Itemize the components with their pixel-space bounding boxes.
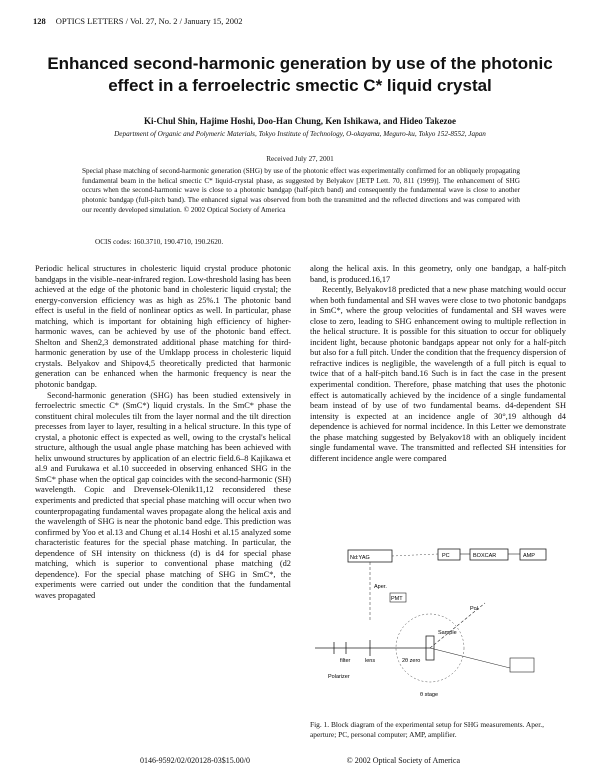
transmitted-beam — [430, 648, 510, 668]
stage-label: θ stage — [420, 692, 439, 698]
figure-1 — [310, 538, 566, 778]
running-header — [33, 16, 567, 26]
filter-label: filter — [340, 658, 351, 664]
polarizer-label: Polarizer — [328, 674, 350, 680]
paragraph: Recently, Belyakov18 predicted that a new phase matching would occur when both fundamental and SH waves were close to two photonic bandgaps in SmC*, where the group velocities of fundamental and SH waves were close to zero, leading to SHG enhancement owing to multiple reflection in the helical structure. It is possible for this situation to occur for obliquely incident light, because photonic bandgaps appear not only for a half-pitch but also for a full pitch. Under the condition that the frequency dispersion of refractive indices is negligible, the wavelength of a full pitch is equal to twice that of a half-pitch band.16 Such is in fact the case in the present experimental condition. Therefore, phase matching that uses the photonic effect is automatically achieved by the incidence of a single fundamental beam instead of by use of two fundamental beams. d4-dependent SH intensity is expected at an incidence angle of 30°,19 although d4 dependence is achieved for normal incidence. In this Letter we demonstrate the phase matching suggested by Belyakov18 with an obliquely incident single fundamental wave. The transmitted and reflected SH intensities for different incidence angle were compared — [310, 285, 566, 463]
paragraph: along the helical axis. In this geometry, only one bandgap, a half-pitch band, is produced.16,17 — [310, 264, 566, 284]
amp-label: AMP — [523, 553, 535, 559]
footer — [140, 756, 460, 765]
left-column — [35, 264, 291, 602]
detector-box — [510, 658, 534, 672]
copyright: © 2002 Optical Society of America — [346, 756, 460, 765]
link-line — [392, 554, 438, 556]
lens-label: lens — [365, 658, 376, 664]
pc-label: PC — [442, 553, 450, 559]
pmt-label: PMT — [391, 596, 403, 602]
paragraph: Periodic helical structures in cholesteric liquid crystal produce photonic bandgaps in the visible–near-infrared region. Low-threshold lasing has been achieved at the edge of the photonic band in cholesteric liquid crystal; the energy-conversion efficiency was as high as 25%.1 The photonic band effect is useful in the field of nonlinear optics as well. In particular, phase matching, which is important for obtaining high efficiency of higher-harmonic waves, can be achieved by use of the photonic band effect. Shelton and Shen2,3 demonstrated additional phase matching for third-harmonic generation by use of the Umklapp process in cholesteric liquid crystals. Belyakov and Shipov4,5 theoretically predicted that harmonic generation can be enhanced when the harmonic frequency is near the photonic bandgap. — [35, 264, 291, 390]
figure-caption: Fig. 1. Block diagram of the experimental setup for SHG measurements. Aper., aperture; PC, personal computer; AMP, amplifier. — [310, 720, 544, 739]
laser-label: Nd:YAG — [350, 555, 370, 561]
setup-diagram — [310, 538, 566, 718]
pol-label: Pol. — [470, 606, 480, 612]
aper-label: Aper. — [374, 584, 387, 590]
journal-info: OPTICS LETTERS / Vol. 27, No. 2 / January 15, 2002 — [55, 16, 243, 26]
article-code: 0146-9592/02/020128-03$15.00/0 — [140, 756, 250, 765]
boxcar-label: BOXCAR — [473, 553, 497, 559]
sample-label: Sample — [438, 630, 457, 636]
received-date: Received July 27, 2001 — [266, 155, 334, 163]
article-title — [40, 53, 560, 97]
ocis-codes: OCIS codes: 160.3710, 190.4710, 190.2620. — [95, 238, 224, 246]
affiliation: Department of Organic and Polymeric Materials, Tokyo Institute of Technology, O-okayama, Meguro-ku, Tokyo 152-8552, Japan — [114, 130, 486, 138]
authors: Ki-Chul Shin, Hajime Hoshi, Doo-Han Chung, Ken Ishikawa, and Hideo Takezoe — [143, 116, 457, 126]
page-number: 128 — [33, 16, 46, 26]
paragraph: Second-harmonic generation (SHG) has been studied extensively in ferroelectric smectic C* (SmC*) liquid crystals. In the SmC* phase the constituent chiral molecules tilt from the layer normal and the tilt direction precesses from layer to layer, resulting in a helical structure. In this type of crystal, a photonic effect is expected as well, owing to the crystal's helical structure, although the usual angle phase matching has been achieved with helix unwound structures by application of an electric field.6–8 Kajikawa et al.9 and Furukawa et al.10 succeeded in observing enhanced SHG in the SmC* phase when the optical gap coincides with the second-harmonic (SH) wavelength. Copic and Drevensek-Olenik11,12 reconsidered these experiments and predicted that special phase matching will occur when two counterpropagating fundamental waves propagate along the helical axis and the wavelength of SHG is near the photonic band edge. This prediction was confirmed by Yoo et al.13 and Chung et al.14 Hoshi et al.15 analyzed some characteristic features for the special phase matching. In particular, the dependence of SH intensity on thickness (d) is d4 for special phase matching, which is superior to conventional phase matching (d2 dependence). For the special phase matching of SHG in SmC*, the experiments were carried out under the condition that the fundamental waves propagated — [35, 390, 291, 600]
title-line-1: Enhanced second-harmonic generation by use of the photonic — [47, 54, 553, 73]
title-line-2: effect in a ferroelectric smectic C* liquid crystal — [108, 76, 492, 95]
abstract: Special phase matching of second-harmonic generation (SHG) by use of the photonic effect was experimentally confirmed for an obliquely propagating fundamental beam in the helical smectic C* liquid-crystal phase, as suggested by Belyakov [JETP Lett. 70, 811 (1999)]. The enhancement of SHG occurs when the second-harmonic wave is close to a photonic bandgap (half-pitch band) and consequently the fundamental wave is close to another photonic bandgap (full-pitch band). The enhanced signal was observed from both the transmitted and the reflected directions and was compared with our recently developed simulation. © 2002 Optical Society of America — [82, 167, 520, 214]
right-column — [310, 264, 566, 464]
zero-label: 2θ zero — [402, 658, 421, 664]
